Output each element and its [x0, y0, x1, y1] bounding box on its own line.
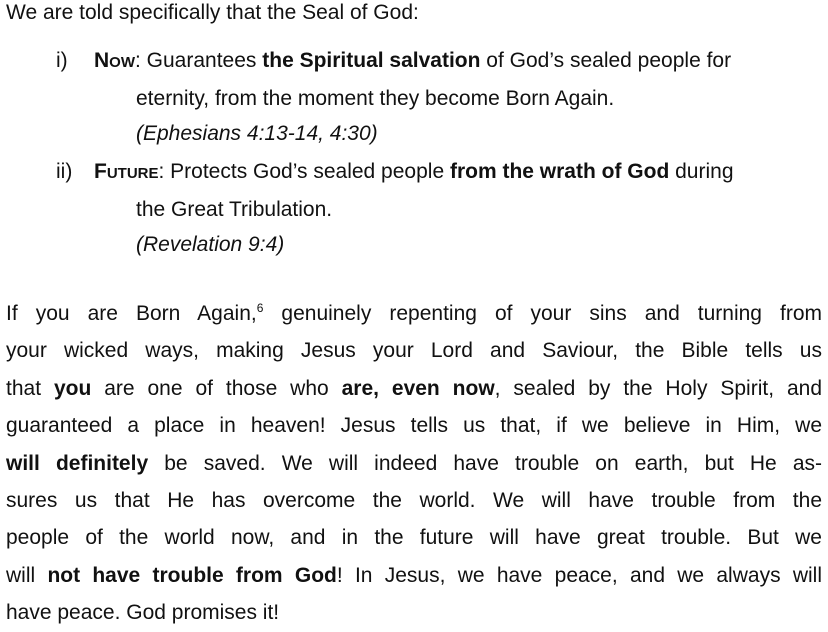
item-text: of God’s sealed people for — [480, 49, 732, 72]
keyword-future: Future — [94, 160, 159, 183]
paragraph-line — [6, 557, 822, 594]
item-emphasis: the Spiritual salvation — [262, 49, 481, 72]
intro-line: We are told specifically that the Seal of God: — [6, 1, 419, 24]
paragraph-line: your wicked ways, making Jesus your Lord and Saviour, the Bible tells us — [6, 339, 822, 363]
text: are one of those who — [91, 376, 342, 400]
body-paragraph — [6, 295, 822, 632]
paragraph-line: guaranteed a place in heaven! Jesus tells us that, if we believe in Him, we — [6, 414, 822, 438]
text: genuinely repenting of your sins and turning from — [263, 302, 823, 325]
emphasis: are, even now — [341, 376, 495, 400]
text: that — [6, 376, 54, 400]
text: ! In Jesus, we have peace, and we always will — [336, 563, 823, 587]
item-continuation: eternity, from the moment they become Born Again. — [136, 87, 615, 110]
item-emphasis: from the wrath of God — [449, 160, 670, 183]
list-item-future — [56, 157, 734, 187]
text: , sealed by the Holy Spirit, and — [494, 376, 822, 400]
emphasis: you — [53, 376, 92, 400]
emphasis: not have trouble from God — [47, 563, 337, 587]
item-continuation: the Great Tribulation. — [136, 198, 333, 221]
text: be saved. We will indeed have trouble on earth, but He as- — [148, 451, 823, 475]
paragraph-line — [6, 295, 822, 332]
paragraph-line: have peace. God promises it! — [6, 601, 280, 625]
paragraph-line — [6, 370, 822, 407]
item-text: during — [669, 160, 734, 183]
paragraph-line — [6, 445, 822, 482]
scripture-reference: (Ephesians 4:13-14, 4:30) — [136, 122, 378, 145]
paragraph-line: sures us that He has overcome the world. We will have trouble from the — [6, 488, 822, 512]
paragraph-line: people of the world now, and in the future will have great trouble. But we — [6, 526, 822, 550]
list-marker: ii) — [56, 160, 73, 183]
list-marker: i) — [56, 49, 68, 72]
text: will — [6, 563, 48, 587]
item-text: : Guarantees — [135, 49, 263, 72]
scripture-reference: (Revelation 9:4) — [136, 233, 285, 256]
keyword-now: Now — [94, 49, 135, 72]
footnote-marker: 6 — [256, 301, 264, 315]
item-text: : Protects God’s sealed people — [158, 160, 450, 183]
list-item-now — [56, 46, 731, 76]
text: If you are Born Again, — [6, 302, 257, 325]
emphasis: will definitely — [6, 451, 149, 475]
